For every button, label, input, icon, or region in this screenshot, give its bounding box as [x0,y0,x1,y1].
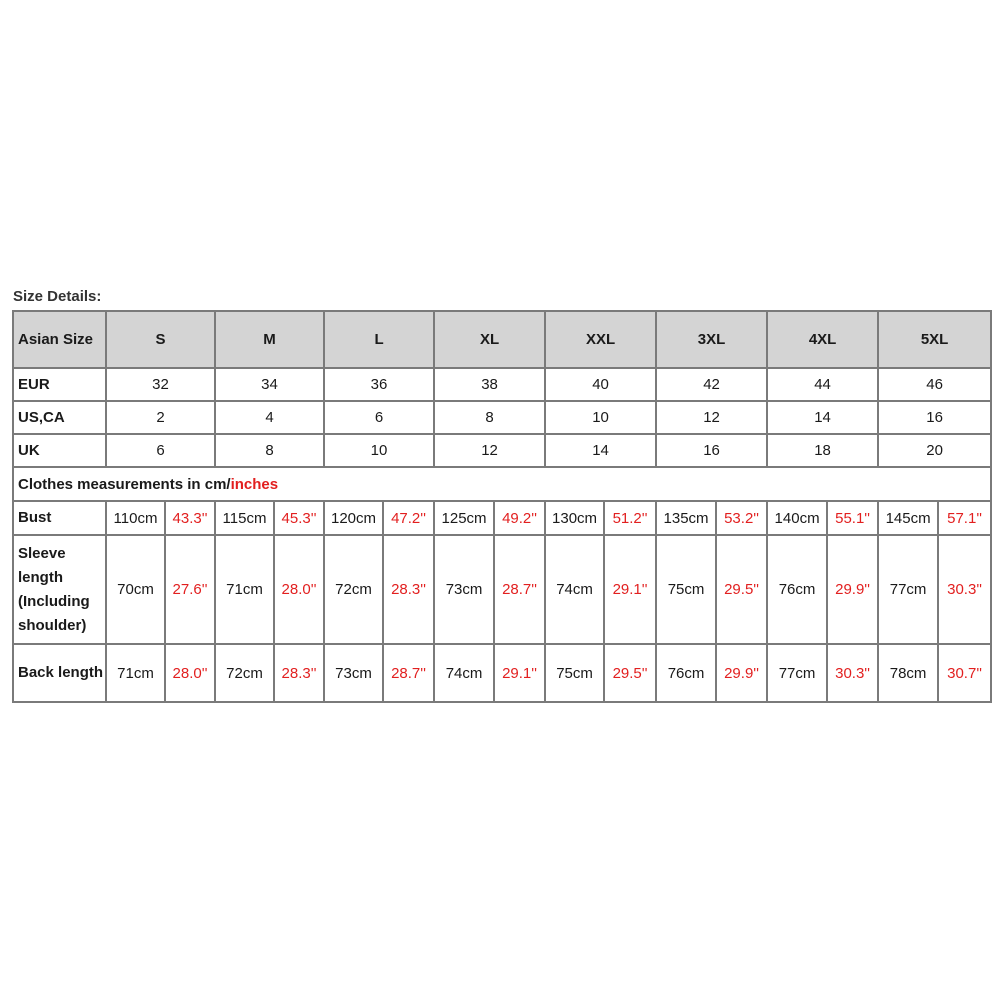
measurement-cm: 77cm [878,535,938,644]
conversion-value: 2 [106,401,215,434]
conversion-value: 10 [545,401,656,434]
measurement-inches: 30.3'' [827,644,878,702]
measurements-section-row [13,467,991,501]
measurement-inches: 45.3'' [274,501,324,535]
measurement-inches: 28.3'' [274,644,324,702]
conversion-value: 6 [324,401,434,434]
measurement-label: Bust [13,501,106,535]
asian-size-label: Asian Size [13,311,106,368]
measurement-cm: 110cm [106,501,165,535]
measurement-inches: 29.5'' [604,644,656,702]
section-label-inches: inches [230,475,279,493]
measurement-cm: 115cm [215,501,274,535]
conversion-value: 16 [878,401,991,434]
measurements-section-label [13,467,991,501]
measurement-inches: 30.3'' [938,535,991,644]
measurement-inches: 28.7'' [494,535,545,644]
conversion-value: 32 [106,368,215,401]
measurement-cm: 76cm [656,644,716,702]
conversion-value: 16 [656,434,767,467]
measurement-row [13,644,991,702]
size-details-title: Size Details: [13,288,102,305]
size-header-cell: M [215,311,324,368]
measurement-inches: 29.9'' [716,644,767,702]
conversion-value: 8 [215,434,324,467]
size-header-cell: S [106,311,215,368]
measurement-inches: 29.1'' [494,644,545,702]
measurement-inches: 29.9'' [827,535,878,644]
conversion-value: 4 [215,401,324,434]
size-header-cell: 5XL [878,311,991,368]
measurement-cm: 140cm [767,501,827,535]
measurement-inches: 57.1'' [938,501,991,535]
measurement-cm: 78cm [878,644,938,702]
measurement-cm: 135cm [656,501,716,535]
measurement-cm: 77cm [767,644,827,702]
conversion-value: 40 [545,368,656,401]
measurement-inches: 53.2'' [716,501,767,535]
measurement-cm: 73cm [324,644,383,702]
conversion-value: 18 [767,434,878,467]
conversion-value: 14 [545,434,656,467]
measurement-inches: 27.6'' [165,535,215,644]
measurement-cm: 74cm [545,535,604,644]
header-row [13,311,991,368]
measurement-cm: 75cm [545,644,604,702]
conversion-value: 20 [878,434,991,467]
measurement-cm: 72cm [215,644,274,702]
measurement-inches: 49.2'' [494,501,545,535]
measurement-cm: 145cm [878,501,938,535]
measurement-cm: 73cm [434,535,494,644]
measurement-inches: 47.2'' [383,501,434,535]
size-header-cell: XL [434,311,545,368]
conversion-label: US,CA [13,401,106,434]
measurement-inches: 43.3'' [165,501,215,535]
section-label-prefix: Clothes measurements in cm/ [18,475,231,493]
conversion-value: 46 [878,368,991,401]
conversion-value: 36 [324,368,434,401]
conversion-label: UK [13,434,106,467]
measurement-inches: 28.7'' [383,644,434,702]
measurement-cm: 72cm [324,535,383,644]
conversion-row [13,434,991,467]
conversion-row [13,401,991,434]
measurement-inches: 51.2'' [604,501,656,535]
conversion-label: EUR [13,368,106,401]
conversion-value: 12 [434,434,545,467]
measurement-inches: 30.7'' [938,644,991,702]
measurement-cm: 76cm [767,535,827,644]
conversion-value: 8 [434,401,545,434]
conversion-value: 10 [324,434,434,467]
size-header-cell: XXL [545,311,656,368]
size-chart-table [12,310,992,703]
conversion-value: 34 [215,368,324,401]
size-header-cell: L [324,311,434,368]
measurement-inches: 29.5'' [716,535,767,644]
measurement-inches: 28.0'' [165,644,215,702]
measurement-label: Sleeve length (Including shoulder) [13,535,106,644]
measurement-cm: 75cm [656,535,716,644]
size-header-cell: 3XL [656,311,767,368]
measurement-row [13,501,991,535]
conversion-value: 12 [656,401,767,434]
conversion-value: 38 [434,368,545,401]
measurement-cm: 71cm [215,535,274,644]
measurement-cm: 70cm [106,535,165,644]
measurement-cm: 125cm [434,501,494,535]
conversion-row [13,368,991,401]
measurement-cm: 71cm [106,644,165,702]
measurement-inches: 28.3'' [383,535,434,644]
size-header-cell: 4XL [767,311,878,368]
measurement-cm: 130cm [545,501,604,535]
measurement-inches: 28.0'' [274,535,324,644]
measurement-cm: 74cm [434,644,494,702]
measurement-cm: 120cm [324,501,383,535]
measurement-label: Back length [13,644,106,702]
measurement-row [13,535,991,644]
conversion-value: 42 [656,368,767,401]
measurement-inches: 55.1'' [827,501,878,535]
conversion-value: 6 [106,434,215,467]
conversion-value: 14 [767,401,878,434]
conversion-value: 44 [767,368,878,401]
measurement-inches: 29.1'' [604,535,656,644]
